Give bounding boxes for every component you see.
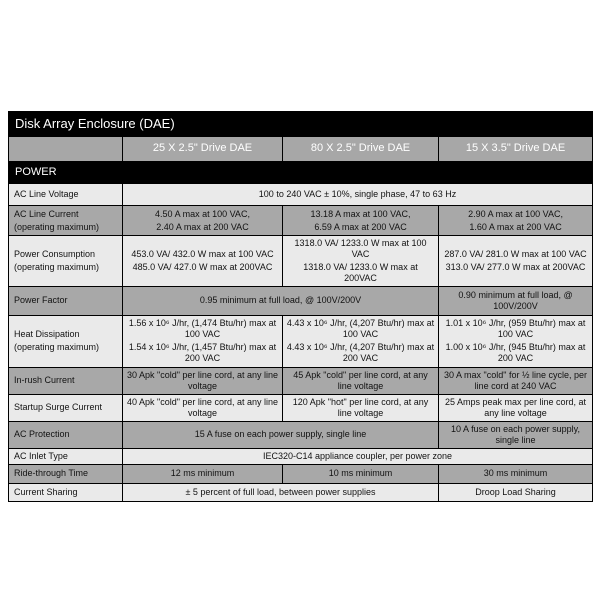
row-label [9, 421, 123, 448]
row-label [9, 286, 123, 315]
row-label [9, 236, 123, 287]
spec-value-line: 1318.0 VA/ 1233.0 W max at 200VAC [303, 261, 418, 283]
table-row [9, 394, 593, 421]
spec-value-line: 15 A fuse on each power supply, single line [194, 429, 367, 440]
spec-value-line: 287.0 VA/ 281.0 W max at 100 VAC [444, 248, 587, 259]
table-row [9, 421, 593, 448]
spec-value-line: 45 Apk "cold" per line cord, at any line voltage [293, 369, 428, 391]
spec-value-cell [283, 236, 439, 287]
spec-value-line: 10 ms minimum [328, 468, 393, 479]
spec-value-line: 453.0 VA/ 432.0 W max at 100 VAC [131, 248, 274, 259]
dae-spec-table [8, 111, 593, 502]
spec-value-cell [283, 206, 439, 236]
spec-value-line: 25 Amps peak max per line cord, at any line voltage [444, 396, 587, 418]
spec-value-line: 485.0 VA/ 427.0 W max at 200VAC [132, 261, 273, 272]
spec-value-cell [123, 394, 283, 421]
spec-value-line: ± 5 percent of full load, between power supplies [185, 486, 376, 497]
table-title: Disk Array Enclosure (DAE) [9, 112, 439, 137]
table-row [9, 315, 593, 367]
table-row [9, 206, 593, 236]
section-header-power: POWER [9, 162, 439, 184]
section-header-row [9, 162, 593, 184]
spec-value-line: 4.50 A max at 100 VAC, [155, 208, 250, 219]
spec-value-line: Droop Load Sharing [475, 486, 556, 497]
row-label [9, 184, 123, 206]
table-row [9, 464, 593, 483]
spec-value-cell [439, 464, 593, 483]
table-title-row [9, 112, 593, 137]
spec-value-line: 313.0 VA/ 277.0 W max at 200VAC [445, 261, 586, 272]
spec-value-cell [439, 483, 593, 501]
spec-value-line: 1.56 x 10⁶ J/hr, (1,474 Btu/hr) max at 100 VAC [128, 318, 277, 340]
row-label-line: Ride-through Time [14, 468, 89, 479]
column-header-25x25: 25 X 2.5" Drive DAE [123, 137, 283, 162]
spec-value-cell [123, 421, 439, 448]
spec-value-line: 1.60 A max at 200 VAC [469, 221, 562, 232]
spec-value-cell [439, 367, 593, 394]
spec-value-line: IEC320-C14 appliance coupler, per power zone [262, 450, 453, 461]
spec-value-cell [123, 315, 283, 367]
spec-value-line: 120 Apk "hot" per line cord, at any line voltage [292, 396, 429, 418]
row-label [9, 394, 123, 421]
spec-value-line: 10 A fuse on each power supply, single line [451, 423, 580, 445]
row-label [9, 315, 123, 367]
spec-value-line: 1.00 x 10⁶ J/hr, (945 Btu/hr) max at 200 VAC [445, 342, 586, 364]
spec-value-cell [283, 394, 439, 421]
row-label-line: Power Consumption [14, 248, 96, 259]
spec-value-cell [283, 367, 439, 394]
spec-value-cell [123, 236, 283, 287]
row-label [9, 448, 123, 464]
spec-value-cell [123, 206, 283, 236]
row-label-line: Current Sharing [14, 486, 78, 497]
column-header-row [9, 137, 593, 162]
spec-value-cell [123, 286, 439, 315]
spec-value-line: 0.90 minimum at full load, @ 100V/200V [458, 289, 573, 311]
row-label-line: Power Factor [14, 295, 68, 306]
spec-value-line: 6.59 A max at 200 VAC [314, 221, 407, 232]
table-row [9, 448, 593, 464]
row-label-line: AC Inlet Type [14, 450, 68, 461]
spec-value-cell [283, 464, 439, 483]
table-row [9, 286, 593, 315]
row-label [9, 464, 123, 483]
spec-value-cell [439, 206, 593, 236]
column-header-80x25: 80 X 2.5" Drive DAE [283, 137, 439, 162]
spec-value-line: 100 to 240 VAC ± 10%, single phase, 47 to 63 Hz [258, 189, 457, 200]
spec-value-line: 40 Apk "cold" per line cord, at any line voltage [127, 396, 278, 418]
spec-value-line: 2.90 A max at 100 VAC, [468, 208, 563, 219]
spec-value-line: 30 A max "cold" for ½ line cycle, per line cord at 240 VAC [444, 369, 587, 391]
row-label-line: AC Line Voltage [14, 189, 79, 200]
table-row [9, 184, 593, 206]
row-label-line: Heat Dissipation [14, 329, 80, 340]
spec-value-cell [439, 286, 593, 315]
spec-value-line: 4.43 x 10⁶ J/hr, (4,207 Btu/hr) max at 100 VAC [286, 318, 435, 340]
spec-value-cell [123, 367, 283, 394]
spec-value-line: 1.54 x 10⁶ J/hr, (1,457 Btu/hr) max at 200 VAC [128, 342, 277, 364]
spec-value-line: 30 ms minimum [483, 468, 548, 479]
spec-value-cell [439, 421, 593, 448]
spec-value-line: 30 Apk "cold" per line cord, at any line voltage [127, 369, 278, 391]
section-header-spacer [439, 162, 593, 184]
row-label-line: (operating maximum) [14, 342, 100, 353]
row-label-line: AC Line Current [14, 208, 79, 219]
row-label-line: Startup Surge Current [14, 402, 103, 413]
row-label [9, 483, 123, 501]
spec-value-line: 13.18 A max at 100 VAC, [310, 208, 411, 219]
row-label-line: (operating maximum) [14, 221, 100, 232]
row-label [9, 206, 123, 236]
spec-value-cell [439, 394, 593, 421]
column-header-15x35: 15 X 3.5" Drive DAE [439, 137, 593, 162]
spec-value-cell [439, 315, 593, 367]
row-label-line: (operating maximum) [14, 261, 100, 272]
row-label-line: In-rush Current [14, 375, 75, 386]
row-label [9, 367, 123, 394]
spec-value-cell [123, 483, 439, 501]
spec-value-line: 0.95 minimum at full load, @ 100V/200V [199, 295, 362, 306]
spec-value-line: 2.40 A max at 200 VAC [156, 221, 249, 232]
spec-value-cell [123, 184, 593, 206]
table-row [9, 367, 593, 394]
spec-value-line: 1.01 x 10⁶ J/hr, (959 Btu/hr) max at 100 VAC [445, 318, 586, 340]
table-row [9, 483, 593, 501]
table-row [9, 236, 593, 287]
spec-value-line: 4.43 x 10⁶ J/hr, (4,207 Btu/hr) max at 200 VAC [286, 342, 435, 364]
spec-value-cell [283, 315, 439, 367]
column-header-blank [9, 137, 123, 162]
spec-value-line: 1318.0 VA/ 1233.0 W max at 100 VAC [294, 238, 427, 259]
spec-value-cell [123, 464, 283, 483]
spec-value-cell [439, 236, 593, 287]
spec-value-line: 12 ms minimum [170, 468, 235, 479]
table-title-spacer [439, 112, 593, 137]
spec-value-cell [123, 448, 593, 464]
row-label-line: AC Protection [14, 429, 70, 440]
